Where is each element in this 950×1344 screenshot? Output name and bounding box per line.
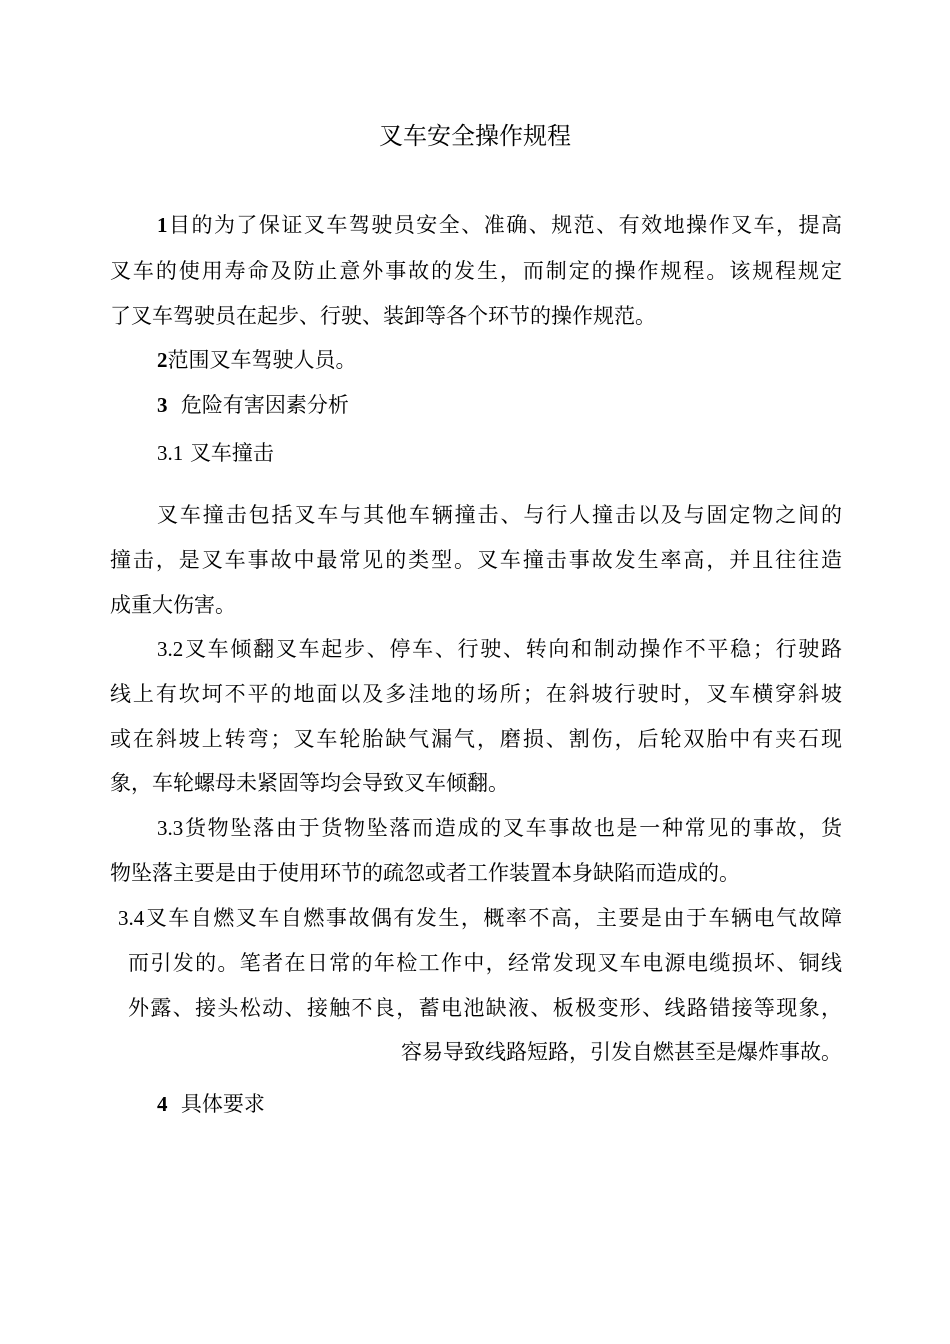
paragraph-3-1-line-2: 撞击，是叉车事故中最常见的类型。叉车撞击事故发生率高，并且往往造: [110, 548, 842, 572]
subsection-3-4-line-1: [118, 903, 842, 933]
subsection-3-2-line-1: [157, 634, 842, 664]
section-number: 3.1: [157, 441, 184, 465]
section-text: 范围叉车驾驶人员。: [167, 348, 357, 372]
section-text: 目的为了保证叉车驾驶员安全、准确、规范、有效地操作叉车，提高: [167, 213, 842, 237]
subsection-3-3-line-2: 物坠落主要是由于使用环节的疏忽或者工作装置本身缺陷而造成的。: [110, 861, 740, 885]
section-2: [157, 345, 357, 375]
page-title: 叉车安全操作规程: [379, 122, 571, 150]
section-text: 叉车撞击: [189, 441, 274, 465]
section-number: 3: [157, 393, 168, 417]
section-number: 1: [157, 213, 168, 237]
section-1-line-3: 了叉车驾驶员在起步、行驶、装卸等各个环节的操作规范。: [110, 304, 656, 328]
section-4-heading: [157, 1089, 265, 1119]
subsection-3-4-line-3: 外露、接头松动、接触不良，蓄电池缺液、板极变形、线路错接等现象，: [128, 996, 842, 1020]
section-text: 叉车倾翻叉车起步、停车、行驶、转向和制动操作不平稳；行驶路: [183, 637, 842, 661]
section-number: 4: [157, 1092, 168, 1116]
section-3-heading: [157, 390, 349, 420]
subsection-3-4-line-4: 容易导致线路短路，引发自燃甚至是爆炸事故。: [401, 1040, 842, 1064]
subsection-3-3-line-1: [157, 813, 842, 843]
subsection-3-2-line-3: 或在斜坡上转弯；叉车轮胎缺气漏气，磨损、割伤，后轮双胎中有夹石现: [110, 727, 842, 751]
section-text: 危险有害因素分析: [180, 393, 349, 417]
subsection-3-2-line-2: 线上有坎坷不平的地面以及多洼地的场所；在斜坡行驶时，叉车横穿斜坡: [110, 682, 842, 706]
subsection-3-4-line-2: 而引发的。笔者在日常的年检工作中，经常发现叉车电源电缆损坏、铜线: [128, 951, 842, 975]
paragraph-3-1-line-3: 成重大伤害。: [110, 593, 236, 617]
paragraph-3-1-line-1: 叉车撞击包括叉车与其他车辆撞击、与行人撞击以及与固定物之间的: [157, 503, 842, 527]
section-1-line-2: 叉车的使用寿命及防止意外事故的发生，而制定的操作规程。该规程规定: [110, 259, 842, 283]
section-number: 3.2: [157, 637, 184, 661]
section-text: 货物坠落由于货物坠落而造成的叉车事故也是一种常见的事故，货: [183, 816, 842, 840]
section-number: 3.4: [118, 906, 145, 930]
section-text: 叉车自燃叉车自燃事故偶有发生，概率不高，主要是由于车辆电气故障: [144, 906, 842, 930]
subsection-3-2-line-4: 象，车轮螺母未紧固等均会导致叉车倾翻。: [110, 771, 509, 795]
section-1-line-1: [157, 210, 842, 240]
subsection-3-1-heading: [157, 438, 274, 468]
section-text: 具体要求: [180, 1092, 265, 1116]
section-number: 3.3: [157, 816, 184, 840]
section-number: 2: [157, 348, 168, 372]
